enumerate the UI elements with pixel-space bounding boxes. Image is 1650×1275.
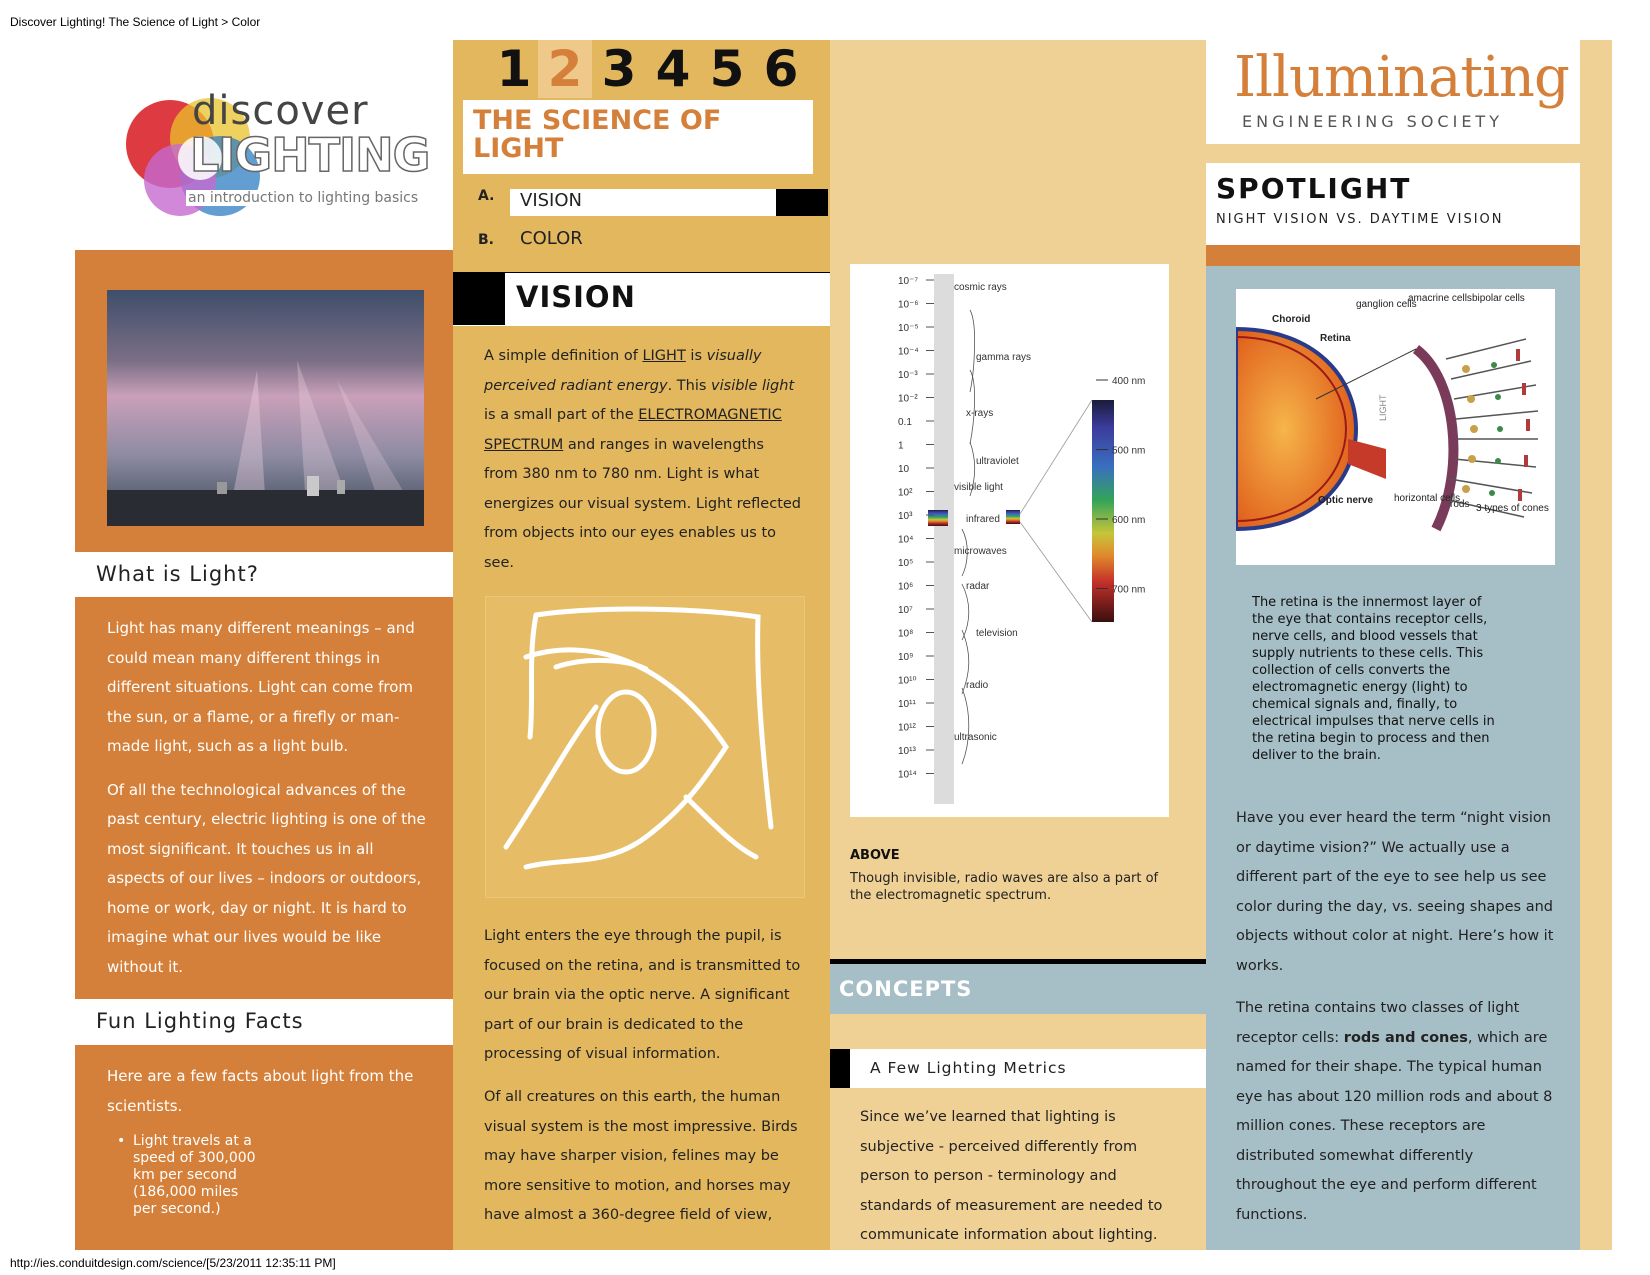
page-link-1[interactable]: 1 bbox=[496, 40, 532, 98]
retina-diagram bbox=[1236, 289, 1555, 565]
label-cones: 3 types of cones bbox=[1476, 503, 1549, 514]
fun-facts-intro: Here are a few facts about light from the scientists. bbox=[107, 1067, 414, 1115]
sunbeams-image bbox=[107, 290, 424, 526]
metrics-heading: A Few Lighting Metrics bbox=[870, 1059, 1067, 1077]
label-amacrine: amacrine cells bbox=[1408, 293, 1472, 304]
light-link[interactable]: LIGHT bbox=[642, 348, 686, 364]
wavelength-label: 700 nm bbox=[1112, 584, 1146, 596]
vision-text: is a small part of the bbox=[484, 407, 639, 423]
nav-item-vision[interactable] bbox=[510, 189, 776, 216]
label-ganglion: ganglion cells bbox=[1356, 299, 1417, 310]
spectrum-band-label: ultraviolet bbox=[976, 456, 1019, 467]
spectrum-tick-label: 10⁻⁶ bbox=[898, 299, 919, 311]
nav-letter-a: A. bbox=[478, 188, 495, 204]
fun-fact-1: Light travels at a speed of 300,000 km per second (186,000 miles per second.) bbox=[133, 1133, 256, 1217]
vision-paragraph-1 bbox=[484, 342, 802, 578]
nav-letter-b: B. bbox=[478, 232, 494, 248]
eye-drawing bbox=[485, 596, 805, 898]
eye-anatomy-diagram bbox=[1236, 289, 1555, 565]
sky-photo bbox=[107, 290, 424, 526]
vision-paragraph-2: Light enters the eye through the pupil, is focused on the retina, and is transmitted to our brain via the optic nerve. A significant part of our brain is dedicated to the processing of visual information. bbox=[484, 928, 801, 1062]
spectrum-caption: Though invisible, radio waves are also a part of the electromagnetic spectrum. bbox=[850, 871, 1159, 903]
science-title: THE SCIENCE OF LIGHT bbox=[473, 105, 722, 164]
spectrum-tick-label: 10⁻⁵ bbox=[898, 323, 919, 334]
vision-emphasis: visually perceived radiant energy bbox=[484, 348, 762, 394]
spectrum-tick-label: 10¹¹ bbox=[898, 699, 916, 710]
spotlight-subheading: NIGHT VISION VS. DAYTIME VISION bbox=[1216, 212, 1504, 227]
eye-sketch-icon bbox=[486, 597, 804, 897]
spectrum-band-label: visible light bbox=[954, 482, 1003, 493]
spotlight-heading: SPOTLIGHT bbox=[1216, 172, 1412, 205]
what-is-light-body bbox=[75, 597, 453, 999]
vision-text: . This bbox=[667, 377, 712, 394]
page-pager bbox=[490, 40, 808, 98]
vision-text: is bbox=[685, 348, 707, 364]
logo-word-lighting: LIGHTING bbox=[190, 128, 430, 182]
spectrum-band-label: cosmic rays bbox=[954, 282, 1007, 293]
spectrum-tick-label: 10⁴ bbox=[898, 534, 914, 546]
label-light: LIGHT bbox=[1378, 394, 1388, 421]
what-is-light-heading: What is Light? bbox=[96, 562, 259, 586]
electromagnetic-spectrum-chart bbox=[850, 264, 1169, 817]
wavelength-label: 500 nm bbox=[1112, 445, 1146, 457]
vision-paragraph-3: Of all creatures on this earth, the human visual system is the most impressive. Birds may have sharper vision, felines may be more sensitive to motion, and horses may have almost a 360-degree field of view, bbox=[484, 1089, 798, 1223]
spectrum-diagram bbox=[850, 264, 1169, 817]
spectrum-band-label: radar bbox=[966, 581, 990, 592]
vision-heading-marker bbox=[453, 272, 505, 325]
spectrum-band-label: gamma rays bbox=[976, 352, 1032, 363]
label-bipolar: bipolar cells bbox=[1472, 293, 1525, 304]
spectrum-tick-label: 0.1 bbox=[898, 417, 912, 428]
spectrum-tick-label: 10¹³ bbox=[898, 746, 916, 757]
spectrum-tick-label: 10⁹ bbox=[898, 652, 914, 663]
spectrum-tick-label: 10⁻⁷ bbox=[898, 276, 919, 287]
spectrum-tick-label: 10⁻³ bbox=[898, 370, 918, 381]
spectrum-tick-label: 10¹⁰ bbox=[898, 675, 917, 687]
spectrum-tick-label: 10⁷ bbox=[898, 605, 913, 616]
wavelength-label: 400 nm bbox=[1112, 376, 1146, 387]
vision-heading: VISION bbox=[516, 280, 636, 314]
fun-facts-heading: Fun Lighting Facts bbox=[96, 1009, 304, 1033]
nav-active-marker bbox=[776, 189, 828, 216]
metrics-heading-marker bbox=[830, 1049, 850, 1088]
what-is-light-paragraph-1: Light has many different meanings – and could mean many different things in different situations. Light can come from the sun, or a flame, or a firefly or man-made light, such as a light bulb. bbox=[107, 619, 415, 755]
spectrum-tick-label: 10⁶ bbox=[898, 581, 914, 593]
vision-text: and ranges in wavelengths from 380 nm to 780 nm. Light is what energizes our visual system. Light reflected from objects into our eyes enables us to see. bbox=[484, 436, 802, 571]
retina-caption: The retina is the innermost layer of the eye that contains receptor cells, nerve cells, and blood vessels that supply nutrients to these cells. This collection of cells converts the electromagnetic energy (light) to chemical signals and, finally, to electrical impulses that nerve cells in the retina begin to process and then deliver to the brain. bbox=[1252, 595, 1495, 763]
logo-word-discover: discover bbox=[192, 88, 369, 134]
page-link-5[interactable]: 5 bbox=[709, 40, 745, 98]
concepts-heading: CONCEPTS bbox=[839, 977, 973, 1001]
spotlight-paragraph-1: Have you ever heard the term “night vision or daytime vision?” We actually use a different part of the eye to see help us see color during the day, vs. seeing shapes and objects without color at night. Here’s how it works. bbox=[1236, 810, 1554, 974]
spectrum-band-label: radio bbox=[966, 680, 989, 691]
spectrum-tick-label: 10¹⁴ bbox=[898, 769, 917, 781]
vision-emphasis: visible light bbox=[711, 377, 795, 394]
wavelength-label: 600 nm bbox=[1112, 515, 1146, 526]
page-link-2-current[interactable]: 2 bbox=[538, 40, 592, 98]
discover-lighting-logo[interactable] bbox=[110, 88, 430, 228]
fun-facts-body bbox=[75, 1045, 453, 1250]
spectrum-tick-label: 10⁻⁴ bbox=[898, 346, 919, 358]
page-footer-url: http://ies.conduitdesign.com/science/[5/23/2011 12:35:11 PM] bbox=[10, 1256, 336, 1270]
spectrum-band-label: television bbox=[976, 628, 1018, 639]
spotlight-text: The retina contains two classes of light receptor cells: bbox=[1236, 1000, 1520, 1046]
ies-logo-title: Illuminating bbox=[1234, 45, 1569, 110]
label-rods: rods bbox=[1450, 499, 1470, 510]
page-link-4[interactable]: 4 bbox=[655, 40, 691, 98]
label-choroid: Choroid bbox=[1272, 314, 1311, 325]
vision-heading-bar bbox=[453, 272, 830, 326]
fun-facts-heading-bar bbox=[75, 999, 453, 1045]
label-optic-nerve: Optic nerve bbox=[1318, 495, 1374, 506]
rods-and-cones-bold: rods and cones bbox=[1343, 1029, 1468, 1046]
spectrum-tick-label: 10³ bbox=[898, 511, 913, 522]
electromagnetic-spectrum-link[interactable]: ELECTROMAGNETIC SPECTRUM bbox=[484, 407, 782, 453]
spectrum-tick-label: 10 bbox=[898, 464, 910, 475]
spectrum-band-label: microwaves bbox=[954, 546, 1007, 557]
nav-item-color[interactable]: COLOR bbox=[520, 228, 583, 249]
vision-text: A simple definition of bbox=[484, 348, 643, 364]
what-is-light-heading-bar bbox=[75, 552, 453, 597]
spectrum-band-label: ultrasonic bbox=[954, 732, 997, 743]
bullet-icon: • bbox=[117, 1133, 126, 1149]
spectrum-band-label: x-rays bbox=[966, 408, 994, 419]
ies-logo-subtitle: ENGINEERING SOCIETY bbox=[1242, 112, 1503, 131]
logo-tagline: an introduction to lighting basics bbox=[188, 190, 419, 206]
label-horizontal: horizontal cells bbox=[1394, 493, 1461, 504]
spectrum-tick-label: 10⁵ bbox=[898, 558, 914, 569]
spotlight-strip bbox=[1206, 245, 1580, 266]
page-link-3[interactable]: 3 bbox=[601, 40, 637, 98]
spectrum-band-label: infrared bbox=[966, 514, 1000, 525]
spotlight-paragraph-2 bbox=[1236, 994, 1556, 1230]
spotlight-text: , which are named for their shape. The typical human eye has about 120 million rods and about 8 million cones. These receptors are distributed somewhat differently throughout the eye and perform different functions. bbox=[1236, 1029, 1553, 1223]
spectrum-tick-label: 10² bbox=[898, 487, 913, 499]
concepts-text: Since we’ve learned that lighting is subjective - perceived differently from person to person - terminology and standards of measurement are needed to communicate information about lighting. bbox=[860, 1109, 1163, 1243]
spectrum-tick-label: 10⁻² bbox=[898, 393, 918, 405]
page-header-title: Discover Lighting! The Science of Light > Color bbox=[10, 15, 261, 29]
spectrum-tick-label: 10⁸ bbox=[898, 628, 914, 640]
spectrum-tick-label: 10¹² bbox=[898, 722, 916, 734]
fun-facts-bullet bbox=[117, 1133, 263, 1218]
nav-vision-label: VISION bbox=[520, 190, 582, 211]
spectrum-tick-label: 1 bbox=[898, 440, 904, 452]
what-is-light-paragraph-2: Of all the technological advances of the past century, electric lighting is one of the most significant. It touches us in all aspects of our lives – indoors or outdoors, home or work, day or night. It is hard to imagine what our lives would be like without it. bbox=[107, 780, 426, 976]
page-link-6[interactable]: 6 bbox=[763, 40, 799, 98]
spectrum-caption-title: ABOVE bbox=[850, 848, 900, 863]
label-retina: Retina bbox=[1320, 333, 1351, 344]
